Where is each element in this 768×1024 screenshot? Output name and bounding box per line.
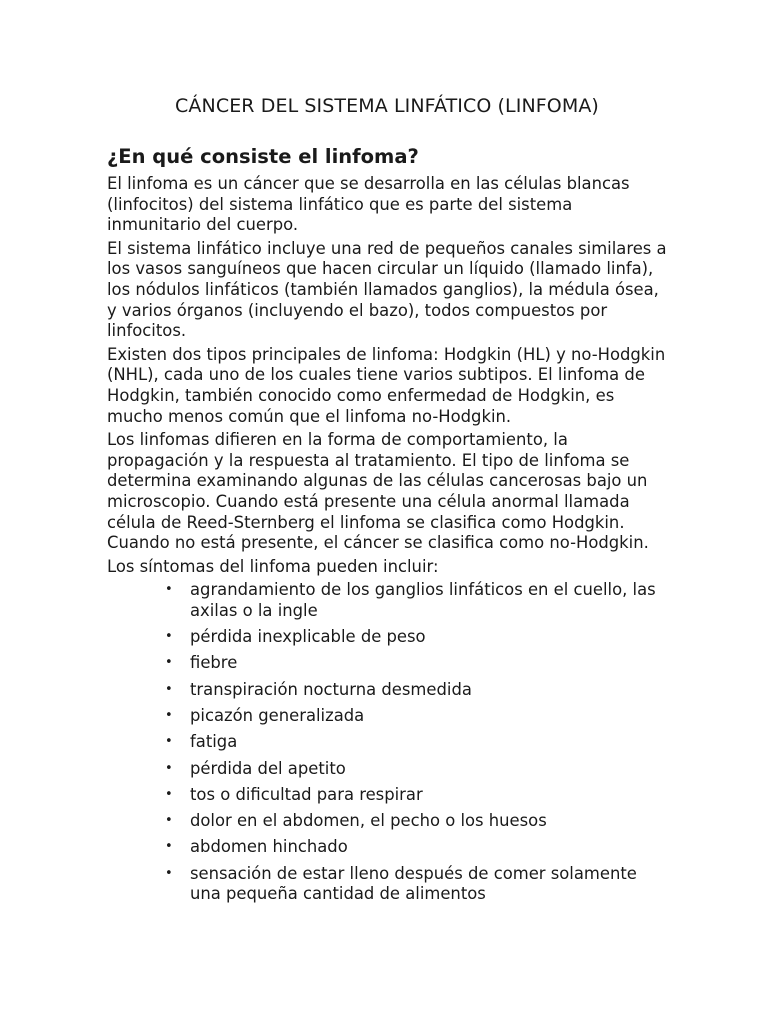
paragraph-definition: El linfoma es un cáncer que se desarrolla en las células blancas (linfocitos) del sistema linfático que es parte del sistema inmunitario del cuerpo. [107,174,630,235]
bullet-icon: • [165,655,173,671]
bullet-icon: • [165,629,173,645]
list-item [107,706,667,727]
list-item [107,811,667,832]
paragraph-lymphatic-system: El sistema linfático incluye una red de pequeños canales similares a los vasos sanguíneos que hacen circular un líquido (llamado linfa), los nódulos linfáticos (también llamados ganglios), la médula ósea, y varios órganos (incluyendo el bazo), todos compuestos por linfocitos. [107,238,667,341]
list-item-text: dolor en el abdomen, el pecho o los huesos [190,811,547,831]
list-item [107,864,667,905]
list-item-text: pérdida inexplicable de peso [190,627,426,647]
list-item-text: agrandamiento de los ganglios linfáticos en el cuello, las axilas o la ingle [190,580,656,620]
list-item [107,580,667,621]
bullet-icon: • [165,839,173,855]
bullet-icon: • [165,760,173,776]
list-item [107,759,667,780]
list-item [107,732,667,753]
list-item-text: fatiga [190,732,238,752]
bullet-icon: • [165,708,173,723]
document-title: CÁNCER DEL SISTEMA LINFÁTICO (LINFOMA) [175,95,599,117]
list-item-text: sensación de estar lleno después de comer solamente una pequeña cantidad de alimentos [190,863,637,904]
list-item [107,653,667,674]
bullet-icon: • [165,786,173,802]
list-item-text: abdomen hinchado [190,837,348,857]
list-item [107,680,667,701]
section-heading: ¿En qué consiste el linfoma? [107,145,419,168]
bullet-icon: • [165,813,173,829]
bullet-icon: • [165,734,173,750]
list-item [107,627,667,648]
bullet-icon: • [165,681,173,697]
list-item [107,837,667,858]
list-item-text: fiebre [190,653,238,673]
symptom-list [107,580,667,905]
list-item [107,785,667,806]
list-item-text: pérdida del apetito [190,758,346,778]
paragraph-classification: Los linfomas difieren en la forma de comportamiento, la propagación y la respuesta al tratamiento. El tipo de linfoma se determina examinando algunas de las células cancerosas bajo un microscopio. Cuando está presente una célula anormal llamada célula de Reed-Sternberg el linfoma se clasifica como Hodgkin. Cuando no está presente, el cáncer se clasifica como no-Hodgkin. [107,430,649,553]
bullet-icon: • [165,582,173,598]
list-item-text: tos o dificultad para respirar [190,784,423,804]
document-page [107,93,667,911]
bullet-icon: • [165,865,173,881]
list-item-text: picazón generalizada [190,706,365,725]
paragraph-types: Existen dos tipos principales de linfoma: Hodgkin (HL) y no-Hodgkin (NHL), cada uno de los cuales tiene varios subtipos. El linfoma de Hodgkin, también conocido como enfermedad de Hodgkin, es mucho menos común que el linfoma no-Hodgkin. [107,344,666,426]
symptoms-intro: Los síntomas del linfoma pueden incluir: [107,556,439,576]
list-item-text: transpiración nocturna desmedida [190,679,472,699]
